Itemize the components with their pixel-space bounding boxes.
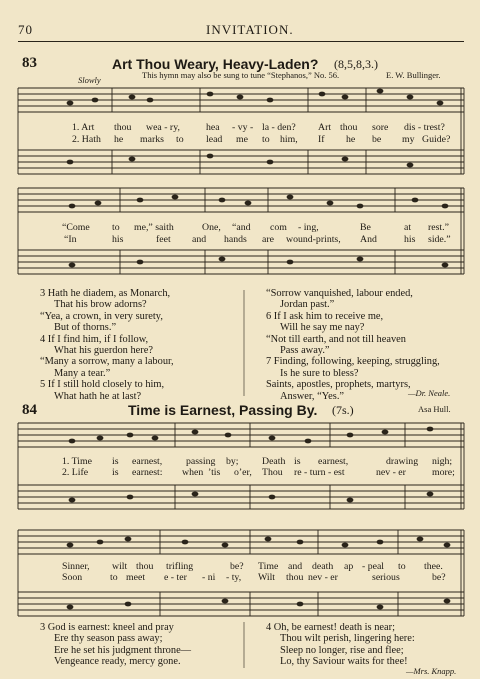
hymn-83-verses-left: 3 Hath he diadem, as Monarch, That his brow adorns? “Yea, a crown, in very surety, But of thorns.” 4 If I find him, if I follow, What his guerdon here? “Many a sorrow, many a labour, Many a tear.” 5 If I still hold closely to him, What hath he at last? xyxy=(40,288,174,402)
hymn-84-author: —Mrs. Knapp. xyxy=(406,666,457,676)
hymn-83-verses-right: “Sorrow vanquished, labour ended, Jordan past.” 6 If I ask him to receive me, Will he say me nay? “Not till earth, and not till heaven Pass away.” 7 Finding, following, keeping, struggling, Is he sure to bless? Saints, apostles, prophets, martyrs, Answer, “Yes.” xyxy=(266,288,440,402)
hymn-83-number: 83 xyxy=(22,55,37,71)
hymn-84-composer: Asa Hull. xyxy=(418,404,451,414)
hymn-84-title: Time is Earnest, Passing By. xyxy=(128,402,318,418)
hymn-83-tempo: Slowly xyxy=(78,75,101,85)
hymn-84-meter: (7s.) xyxy=(332,403,354,417)
page-number: 70 xyxy=(18,22,33,37)
notes-83-2 xyxy=(69,195,449,268)
hymn-83-author: —Dr. Neale. xyxy=(408,388,451,398)
hymn-83-composer: E. W. Bullinger. xyxy=(386,70,441,80)
hymn-84-verses-left: 3 God is earnest: kneel and pray Ere thy season pass away; Ere he set his judgment throne— Vengeance ready, mercy gone. xyxy=(40,622,192,668)
section-title: INVITATION. xyxy=(206,22,294,37)
hymn-83-meter: (8,5,8,3.) xyxy=(334,57,378,71)
hymn-84-number: 84 xyxy=(22,402,37,418)
hymn-83-title: Art Thou Weary, Heavy-Laden? xyxy=(112,56,319,72)
hymn-83-tune-note: This hymn may also be sung to tune “Stephanos,” No. 56. xyxy=(142,70,340,80)
hymn-84-verses-right: 4 Oh, be earnest! death is near; Thou wilt perish, lingering here: Sleep no longer, rise and flee; Lo, thy Saviour waits for thee! xyxy=(266,622,415,668)
